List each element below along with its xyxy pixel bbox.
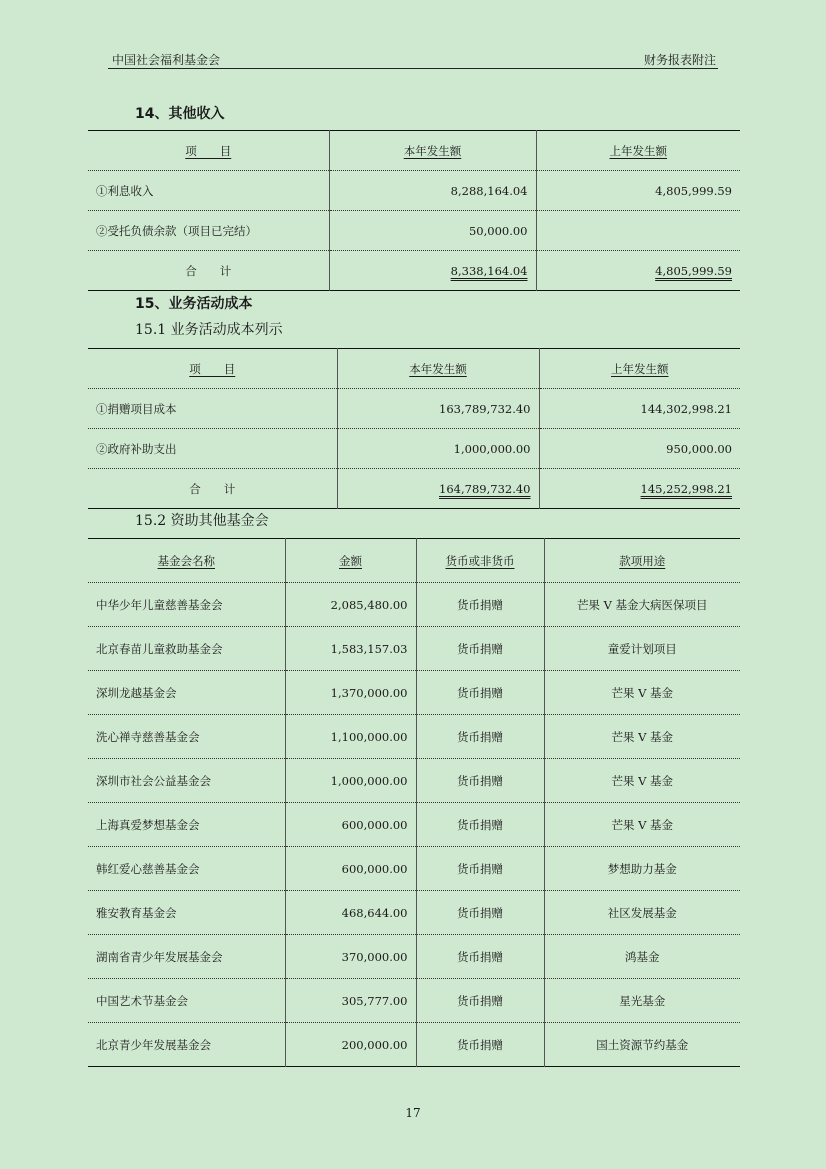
- monetary-type: 货币捐赠: [416, 847, 544, 891]
- foundation-name: 北京青少年发展基金会: [96, 1037, 211, 1052]
- table-row: [88, 803, 740, 847]
- table-row: [88, 671, 740, 715]
- table-row: [88, 583, 740, 627]
- grant-amount: 2,085,480.00: [285, 583, 416, 627]
- row-item: ②政府补助支出: [96, 441, 177, 456]
- header-org: 中国社会福利基金会: [112, 53, 221, 67]
- header-divider: [108, 68, 718, 69]
- table-row: [88, 627, 740, 671]
- header-foundation-name: 基金会名称: [157, 553, 215, 568]
- total-row: [88, 251, 740, 291]
- grant-amount: 370,000.00: [285, 935, 416, 979]
- monetary-type: 货币捐赠: [416, 627, 544, 671]
- section-15-1-title: 15.1 业务活动成本列示: [135, 322, 283, 338]
- total-current: 8,338,164.04: [450, 263, 528, 278]
- row-prior: 4,805,999.59: [536, 171, 740, 211]
- header-doc-title: 财务报表附注: [643, 53, 716, 67]
- foundation-name: 湖南省青少年发展基金会: [96, 949, 223, 964]
- total-label: 合 计: [189, 481, 236, 496]
- grant-purpose: 梦想助力基金: [544, 847, 740, 891]
- monetary-type: 货币捐赠: [416, 671, 544, 715]
- row-current: 8,288,164.04: [329, 171, 536, 211]
- table-row: [88, 211, 740, 251]
- row-item: ②受托负债余款（项目已完结）: [96, 223, 257, 238]
- grant-amount: 468,644.00: [285, 891, 416, 935]
- foundation-name: 韩红爱心慈善基金会: [96, 861, 200, 876]
- grant-purpose: 国土资源节约基金: [544, 1023, 740, 1067]
- section-15-title: 15、业务活动成本: [135, 296, 253, 312]
- table-row: [88, 935, 740, 979]
- row-prior: 950,000.00: [539, 429, 740, 469]
- section-15-2-title: 15.2 资助其他基金会: [135, 513, 269, 529]
- foundation-name: 深圳市社会公益基金会: [96, 773, 211, 788]
- table-row: [88, 847, 740, 891]
- grant-amount: 305,777.00: [285, 979, 416, 1023]
- grant-purpose: 星光基金: [544, 979, 740, 1023]
- table-row: [88, 715, 740, 759]
- monetary-type: 货币捐赠: [416, 891, 544, 935]
- grant-purpose: 芒果 V 基金大病医保项目: [544, 583, 740, 627]
- grant-amount: 200,000.00: [285, 1023, 416, 1067]
- header-monetary-type: 货币或非货币: [445, 553, 515, 568]
- header-item: 项 目: [185, 143, 232, 158]
- grant-amount: 1,000,000.00: [285, 759, 416, 803]
- total-current: 164,789,732.40: [439, 481, 531, 496]
- header-item: 项 目: [189, 361, 236, 376]
- foundation-grants-table: [88, 538, 740, 1067]
- row-current: 163,789,732.40: [337, 389, 539, 429]
- monetary-type: 货币捐赠: [416, 803, 544, 847]
- foundation-name: 北京春苗儿童救助基金会: [96, 641, 223, 656]
- total-prior: 4,805,999.59: [655, 263, 732, 278]
- row-item: ①利息收入: [96, 183, 154, 198]
- activity-cost-table: [88, 348, 740, 509]
- table-row: [88, 429, 740, 469]
- other-income-table: [88, 130, 740, 291]
- grant-purpose: 芒果 V 基金: [544, 715, 740, 759]
- table-row: [88, 389, 740, 429]
- table-row: [88, 979, 740, 1023]
- header-prior-year: 上年发生额: [609, 143, 667, 158]
- monetary-type: 货币捐赠: [416, 935, 544, 979]
- total-row: [88, 469, 740, 509]
- table-header-row: [88, 539, 740, 583]
- row-prior: [536, 211, 740, 251]
- monetary-type: 货币捐赠: [416, 979, 544, 1023]
- header-purpose: 款项用途: [619, 553, 666, 568]
- total-prior: 145,252,998.21: [640, 481, 732, 496]
- row-current: 50,000.00: [329, 211, 536, 251]
- foundation-name: 洗心禅寺慈善基金会: [96, 729, 200, 744]
- grant-amount: 1,583,157.03: [285, 627, 416, 671]
- monetary-type: 货币捐赠: [416, 583, 544, 627]
- foundation-name: 雅安教育基金会: [96, 905, 177, 920]
- foundation-name: 中国艺术节基金会: [96, 993, 188, 1008]
- grant-purpose: 芒果 V 基金: [544, 803, 740, 847]
- monetary-type: 货币捐赠: [416, 1023, 544, 1067]
- header-current-year: 本年发生额: [409, 361, 467, 376]
- section-14-title: 14、其他收入: [135, 106, 225, 122]
- grant-purpose: 童爱计划项目: [544, 627, 740, 671]
- grant-purpose: 芒果 V 基金: [544, 671, 740, 715]
- monetary-type: 货币捐赠: [416, 759, 544, 803]
- foundation-name: 上海真爱梦想基金会: [96, 817, 200, 832]
- monetary-type: 货币捐赠: [416, 715, 544, 759]
- grant-purpose: 鸿基金: [544, 935, 740, 979]
- header-amount: 金额: [339, 553, 362, 568]
- foundation-name: 中华少年儿童慈善基金会: [96, 597, 223, 612]
- page-number: 17: [405, 1106, 421, 1120]
- header-current-year: 本年发生额: [403, 143, 462, 158]
- header-prior-year: 上年发生额: [611, 361, 669, 376]
- grant-amount: 600,000.00: [285, 847, 416, 891]
- grant-amount: 1,100,000.00: [285, 715, 416, 759]
- grant-purpose: 社区发展基金: [544, 891, 740, 935]
- grant-amount: 600,000.00: [285, 803, 416, 847]
- table-header-row: [88, 131, 740, 171]
- table-row: [88, 1023, 740, 1067]
- row-prior: 144,302,998.21: [539, 389, 740, 429]
- table-row: [88, 759, 740, 803]
- table-row: [88, 171, 740, 211]
- grant-amount: 1,370,000.00: [285, 671, 416, 715]
- table-header-row: [88, 349, 740, 389]
- grant-purpose: 芒果 V 基金: [544, 759, 740, 803]
- row-current: 1,000,000.00: [337, 429, 539, 469]
- foundation-name: 深圳龙越基金会: [96, 685, 177, 700]
- total-label: 合 计: [185, 263, 232, 278]
- row-item: ①捐赠项目成本: [96, 401, 177, 416]
- table-row: [88, 891, 740, 935]
